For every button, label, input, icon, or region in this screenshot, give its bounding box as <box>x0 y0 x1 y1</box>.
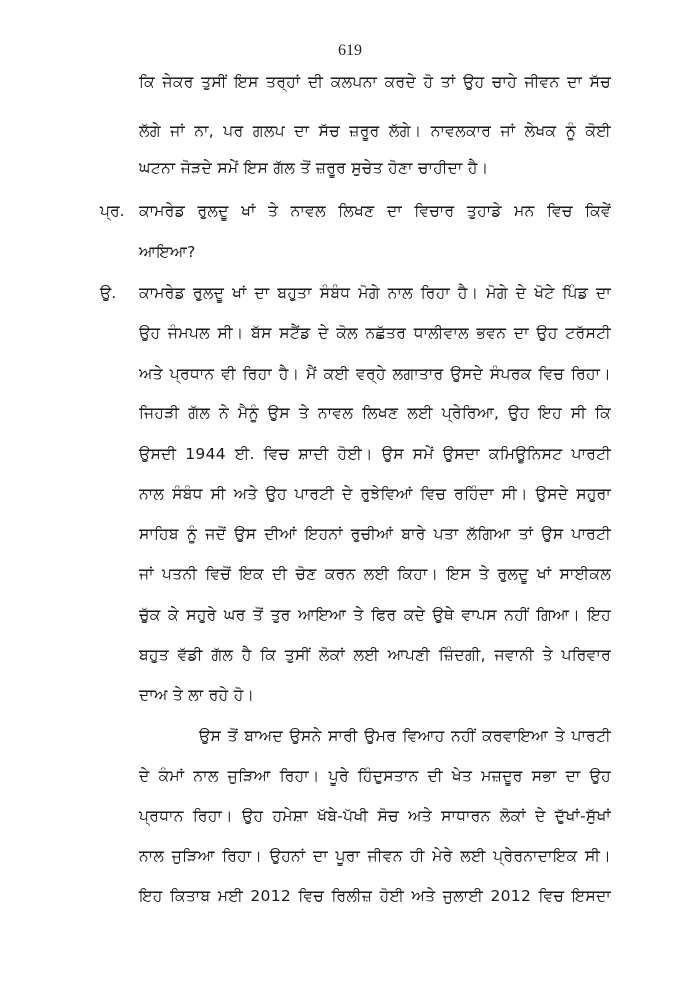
text-line: ਕਿ ਜੇਕਰ ਤੁਸੀਂ ਇਸ ਤਰ੍ਹਾਂ ਦੀ ਕਲਪਨਾ ਕਰਦੇ ਹੋ ਤਾਂ ਉਹ ਚਾਹੇ ਜੀਵਨ ਦਾ ਸੱਚ <box>139 73 611 91</box>
text-line: ਸਾਹਿਬ ਨੂੰ ਜਦੋਂ ਉਸ ਦੀਆਂ ਇਹਨਾਂ ਰੁਚੀਆਂ ਬਾਰੇ ਪਤਾ ਲੱਗਿਆ ਤਾਂ ਉਸ ਪਾਰਟੀ <box>139 525 611 543</box>
text-line: ਪ੍ਰਧਾਨ ਰਿਹਾ। ਉਹ ਹਮੇਸ਼ਾ ਖੱਬੇ-ਪੱਖੀ ਸੋਚ ਅਤੇ ਸਾਧਾਰਨ ਲੋਕਾਂ ਦੇ ਦੁੱਖਾਂ-ਸੁੱਖਾਂ <box>139 807 611 825</box>
text-line: ਆਇਆ? <box>139 243 196 261</box>
text-line: ਉਸਦੀ 1944 ਈ. ਵਿਚ ਸ਼ਾਦੀ ਹੋਈ। ਉਸ ਸਮੇਂ ਉਸਦਾ ਕਮਿਊਨਿਸਟ ਪਾਰਟੀ <box>139 445 611 463</box>
text-line: ਜਾਂ ਪਤਨੀ ਵਿਚੋਂ ਇਕ ਦੀ ਚੋਣ ਕਰਨ ਲਈ ਕਿਹਾ। ਇਸ ਤੇ ਰੁਲਦੂ ਖਾਂ ਸਾਈਕਲ <box>139 565 611 583</box>
text-line: ਨਾਲ ਸੰਬੰਧ ਸੀ ਅਤੇ ਉਹ ਪਾਰਟੀ ਦੇ ਰੁਝੇਵਿਆਂ ਵਿਚ ਰਹਿੰਦਾ ਸੀ। ਉਸਦੇ ਸਹੁਰਾ <box>139 485 611 503</box>
text-line: ਲੱਗੇ ਜਾਂ ਨਾ, ਪਰ ਗਲਪ ਦਾ ਸੱਚ ਜ਼ਰੂਰ ਲੱਗੇ। ਨਾਵਲਕਾਰ ਜਾਂ ਲੇਖਕ ਨੂੰ ਕੋਈ <box>139 122 611 140</box>
text-line: ਉਸ ਤੋਂ ਬਾਅਦ ਉਸਨੇ ਸਾਰੀ ਉਮਰ ਵਿਆਹ ਨਹੀਂ ਕਰਵਾਇਆ ਤੇ ਪਾਰਟੀ <box>199 727 611 745</box>
page-number: 619 <box>338 42 362 59</box>
text-line: ਘਟਨਾ ਜੋੜਦੇ ਸਮੇਂ ਇਸ ਗੱਲ ਤੋਂ ਜ਼ਰੂਰ ਸੁਚੇਤ ਹੋਣਾ ਚਾਹੀਦਾ ਹੈ। <box>139 159 489 177</box>
text-line: ਨਾਲ ਜੁੜਿਆ ਰਿਹਾ। ਉਹਨਾਂ ਦਾ ਪੂਰਾ ਜੀਵਨ ਹੀ ਮੇਰੇ ਲਈ ਪ੍ਰੇਰਨਾਦਾਇਕ ਸੀ। <box>139 847 611 865</box>
text-line: ਦੇ ਕੰਮਾਂ ਨਾਲ ਜੁੜਿਆ ਰਿਹਾ। ਪੂਰੇ ਹਿੰਦੁਸਤਾਨ ਦੀ ਖੇਤ ਮਜ਼ਦੂਰ ਸਭਾ ਦਾ ਉਹ <box>139 767 611 785</box>
text-line: ਅਤੇ ਪ੍ਰਧਾਨ ਵੀ ਰਿਹਾ ਹੈ। ਮੈਂ ਕਈ ਵਰ੍ਹੇ ਲਗਾਤਾਰ ਉਸਦੇ ਸੰਪਰਕ ਵਿਚ ਰਿਹਾ। <box>139 365 611 383</box>
question-marker: ਪ੍ਰ. <box>100 202 125 220</box>
text-line: ਕਾਮਰੇਡ ਰੁਲਦੂ ਖਾਂ ਦਾ ਬਹੁਤਾ ਸੰਬੰਧ ਮੋਗੇ ਨਾਲ ਰਿਹਾ ਹੈ। ਮੋਗੇ ਦੇ ਖੋਟੇ ਪਿੰਡ ਦਾ <box>139 284 611 302</box>
text-line: ਜਿਹੜੀ ਗੱਲ ਨੇ ਮੈਨੂੰ ਉਸ ਤੇ ਨਾਵਲ ਲਿਖਣ ਲਈ ਪ੍ਰੇਰਿਆ, ਉਹ ਇਹ ਸੀ ਕਿ <box>139 404 611 422</box>
text-line: ਚੁੱਕ ਕੇ ਸਹੁਰੇ ਘਰ ਤੋਂ ਤੁਰ ਆਇਆ ਤੇ ਫਿਰ ਕਦੇ ਉਥੇ ਵਾਪਸ ਨਹੀਂ ਗਿਆ। ਇਹ <box>139 606 611 624</box>
answer-marker: ਉ. <box>100 284 117 302</box>
text-line: ਕਾਮਰੇਡ ਰੁਲਦੂ ਖਾਂ ਤੇ ਨਾਵਲ ਲਿਖਣ ਦਾ ਵਿਚਾਰ ਤੁਹਾਡੇ ਮਨ ਵਿਚ ਕਿਵੇਂ <box>139 202 611 220</box>
text-line: ਇਹ ਕਿਤਾਬ ਮਈ 2012 ਵਿਚ ਰਿਲੀਜ਼ ਹੋਈ ਅਤੇ ਜੁਲਾਈ 2012 ਵਿਚ ਇਸਦਾ <box>139 887 611 905</box>
text-line: ਉਹ ਜੰਮਪਲ ਸੀ। ਬੱਸ ਸਟੈਂਡ ਦੇ ਕੋਲ ਨਛੱਤਰ ਧਾਲੀਵਾਲ ਭਵਨ ਦਾ ਉਹ ਟਰੱਸਟੀ <box>139 324 611 342</box>
text-line: ਦਾਅ ਤੇ ਲਾ ਰਹੇ ਹੋ। <box>139 686 255 704</box>
text-line: ਬਹੁਤ ਵੱਡੀ ਗੱਲ ਹੈ ਕਿ ਤੁਸੀਂ ਲੋਕਾਂ ਲਈ ਆਪਣੀ ਜ਼ਿੰਦਗੀ, ਜਵਾਨੀ ਤੇ ਪਰਿਵਾਰ <box>139 646 611 664</box>
